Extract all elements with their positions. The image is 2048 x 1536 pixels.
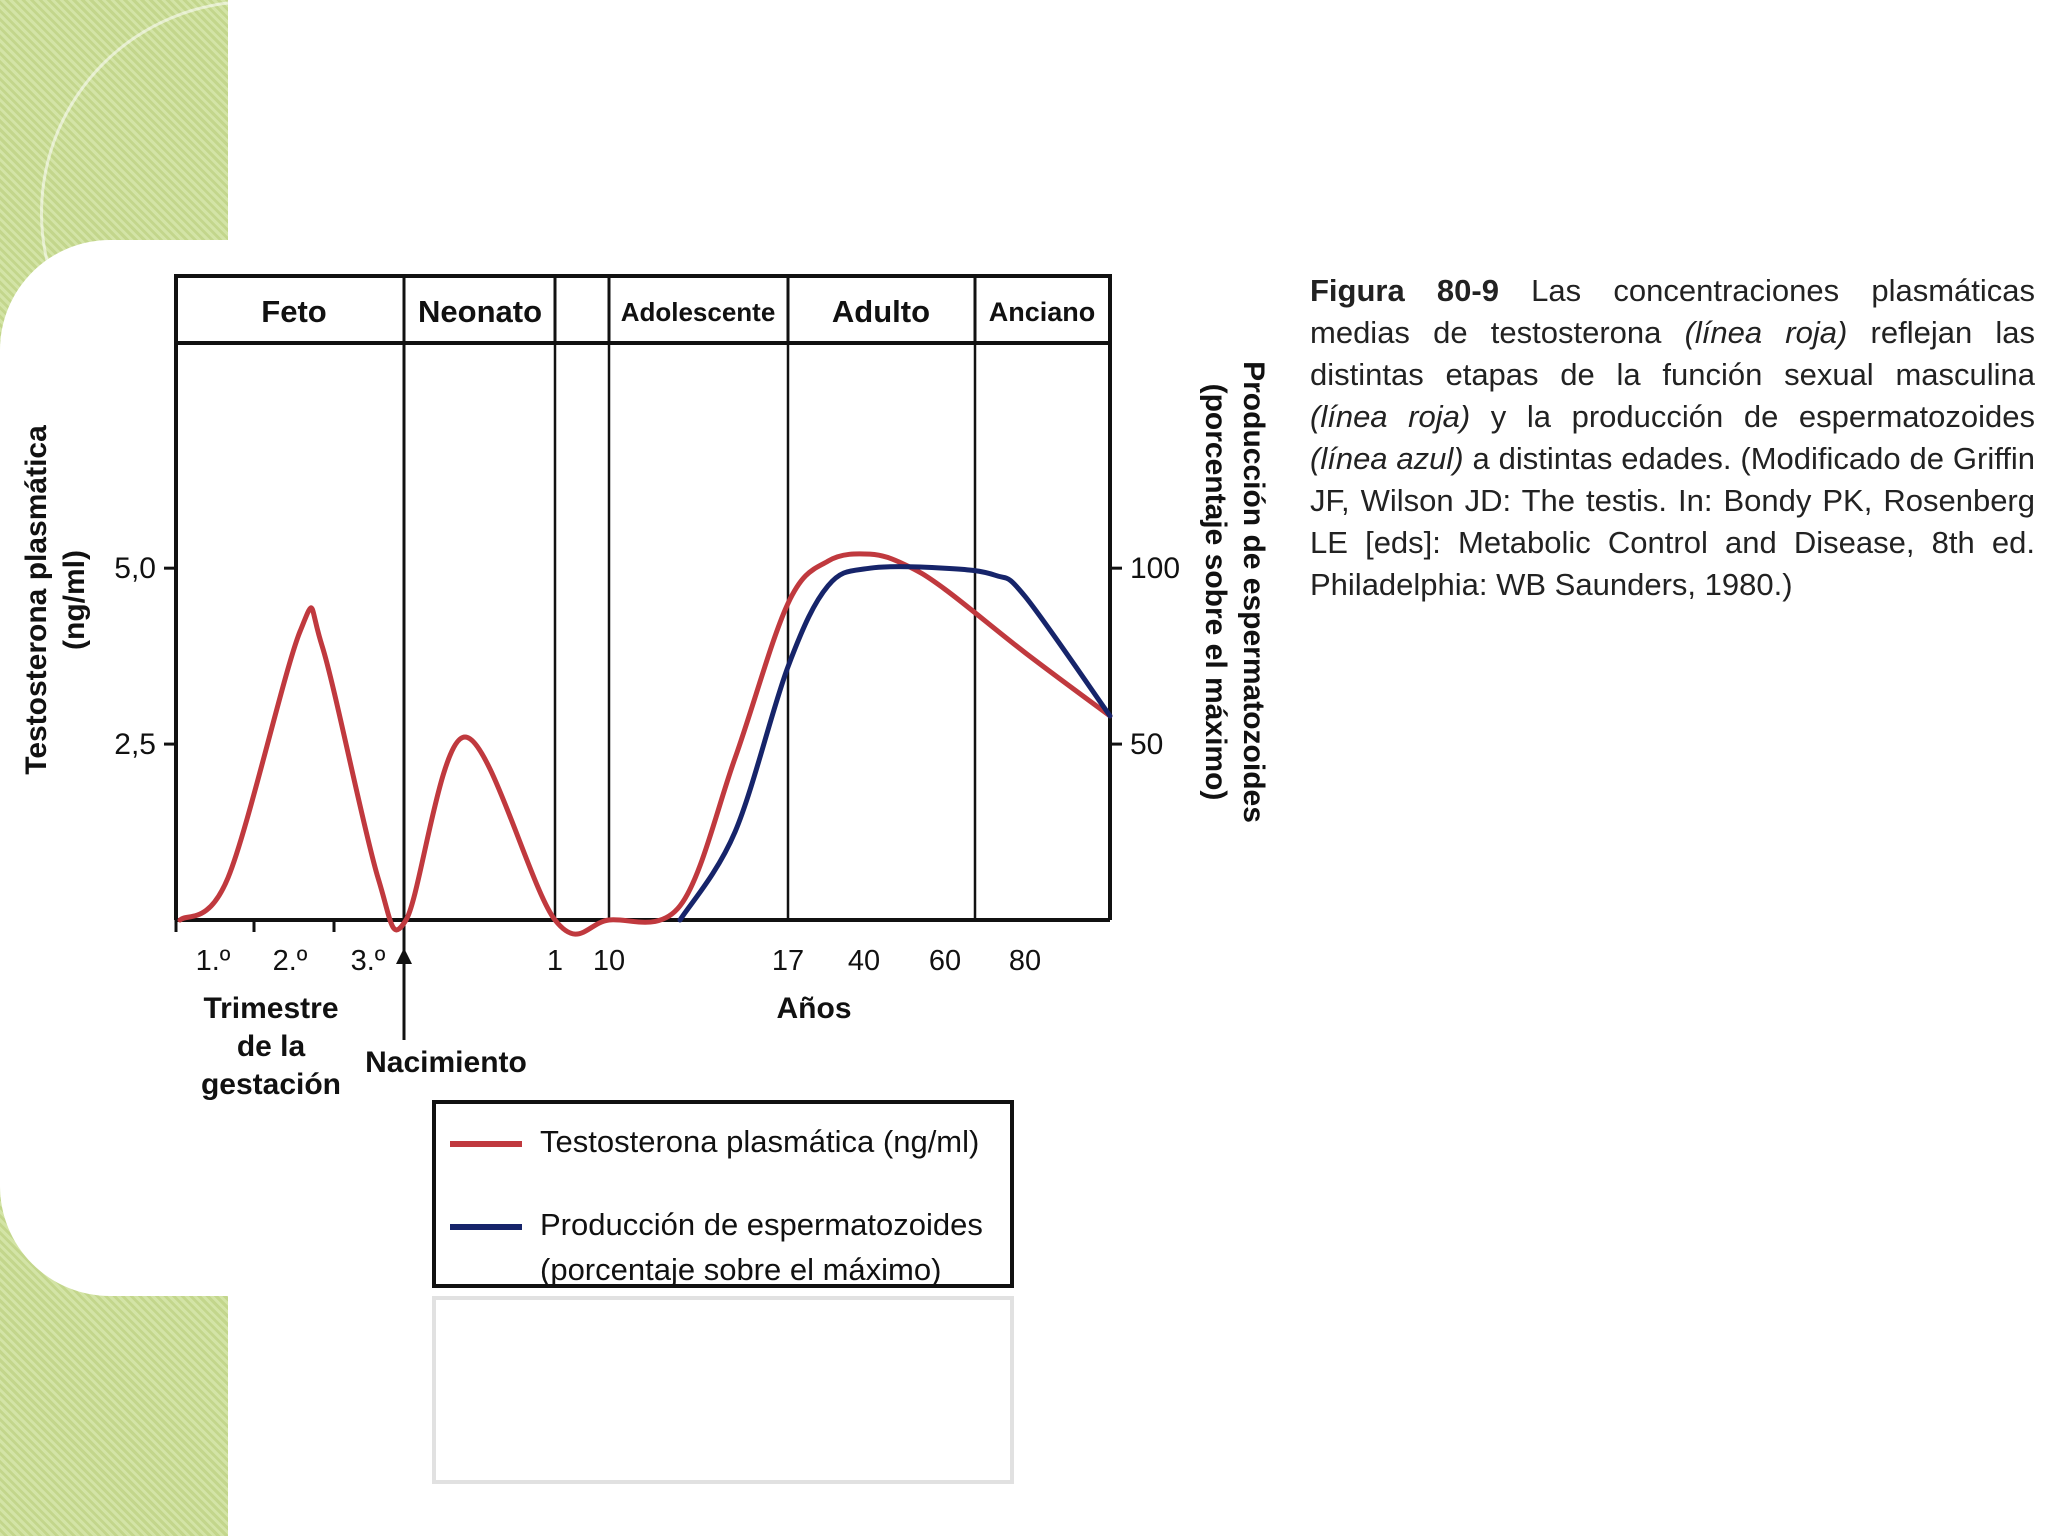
x-tick-label-age-40: 40 bbox=[847, 945, 881, 977]
legend-swatch-sperm bbox=[450, 1224, 522, 1230]
caption-italic: (línea roja) bbox=[1684, 315, 1848, 350]
stage-label-feto: Feto bbox=[261, 294, 327, 329]
stage-header bbox=[176, 276, 1110, 343]
birth-arrow-icon bbox=[396, 948, 412, 964]
caption-text: y la producción de espermatozoides bbox=[1470, 399, 2035, 434]
plot-frame bbox=[176, 343, 1110, 1040]
legend-label-sperm-line2: (porcentaje sobre el máximo) bbox=[540, 1252, 942, 1287]
x-tick-label-trimester-2: 2.º bbox=[272, 945, 308, 977]
figure-label: Figura 80-9 bbox=[1310, 273, 1499, 308]
stage-label-adulto: Adulto bbox=[831, 294, 931, 329]
x-tick-label-age-10: 10 bbox=[592, 945, 626, 977]
legend-reflection bbox=[432, 1296, 1014, 1484]
y-tick-label-right-50: 50 bbox=[1130, 728, 1164, 762]
series-line-sperm-production bbox=[680, 567, 1110, 920]
caption-text: reflejan las distintas etapas de la función sexual masculina bbox=[1310, 315, 2035, 392]
caption-italic: (línea roja) bbox=[1310, 399, 1471, 434]
y-axes bbox=[20, 361, 1270, 823]
x-label-trimester-line2: de la bbox=[236, 1030, 306, 1063]
caption-text: Las concentraciones plasmáticas medias de testosterona bbox=[1310, 273, 2035, 350]
x-label-trimester-line3: gestación bbox=[200, 1068, 342, 1101]
y-tick-label-left-2-5: 2,5 bbox=[114, 728, 156, 762]
series-line-testosterone bbox=[180, 554, 1110, 934]
stage-label-adolescente: Adolescente bbox=[620, 297, 776, 327]
legend-label-testosterone: Testosterona plasmática (ng/ml) bbox=[540, 1124, 980, 1159]
x-label-years: Años bbox=[776, 992, 852, 1025]
stage-label-neonato: Neonato bbox=[418, 294, 542, 329]
x-label-birth: Nacimiento bbox=[365, 1046, 527, 1079]
x-labels bbox=[201, 992, 852, 1101]
x-tick-label-age-17: 17 bbox=[771, 945, 805, 977]
figure-caption bbox=[1310, 270, 2035, 606]
x-tick-label-age-60: 60 bbox=[928, 945, 962, 977]
series-layer bbox=[180, 554, 1110, 934]
x-tick-label-trimester-1: 1.º bbox=[195, 945, 231, 977]
legend-swatch-testosterone bbox=[450, 1141, 522, 1147]
x-tick-label-trimester-3: 3.º bbox=[350, 945, 386, 977]
caption-italic: (línea azul) bbox=[1310, 441, 1464, 476]
y-axis-title-right-line2: (porcentaje sobre el máximo) bbox=[1199, 383, 1232, 801]
x-label-trimester-line1: Trimestre bbox=[203, 992, 339, 1025]
x-ticks bbox=[176, 920, 1041, 977]
y-axis-title-right-line1: Producción de espermatozoides bbox=[1237, 361, 1270, 823]
chart-legend bbox=[432, 1100, 1014, 1288]
caption-text: a distintas edades. (Modificado de Griffin JF, Wilson JD: The testis. In: Bondy PK, Rosenberg LE [eds]: Metabolic Control and Disease, 8th ed. Philadelphia: WB Saunders, 1980.) bbox=[1310, 441, 2035, 602]
y-tick-label-left-5: 5,0 bbox=[114, 552, 156, 586]
x-tick-label-age-80: 80 bbox=[1008, 945, 1042, 977]
legend-label-sperm-line1: Producción de espermatozoides bbox=[540, 1207, 983, 1242]
stage-label-anciano: Anciano bbox=[988, 297, 1096, 327]
x-tick-label-age-1: 1 bbox=[546, 945, 564, 977]
y-axis-title-left-line2: (ng/ml) bbox=[58, 550, 91, 650]
y-tick-label-right-100: 100 bbox=[1130, 552, 1181, 586]
y-axis-title-left-line1: Testosterona plasmática bbox=[20, 425, 53, 775]
